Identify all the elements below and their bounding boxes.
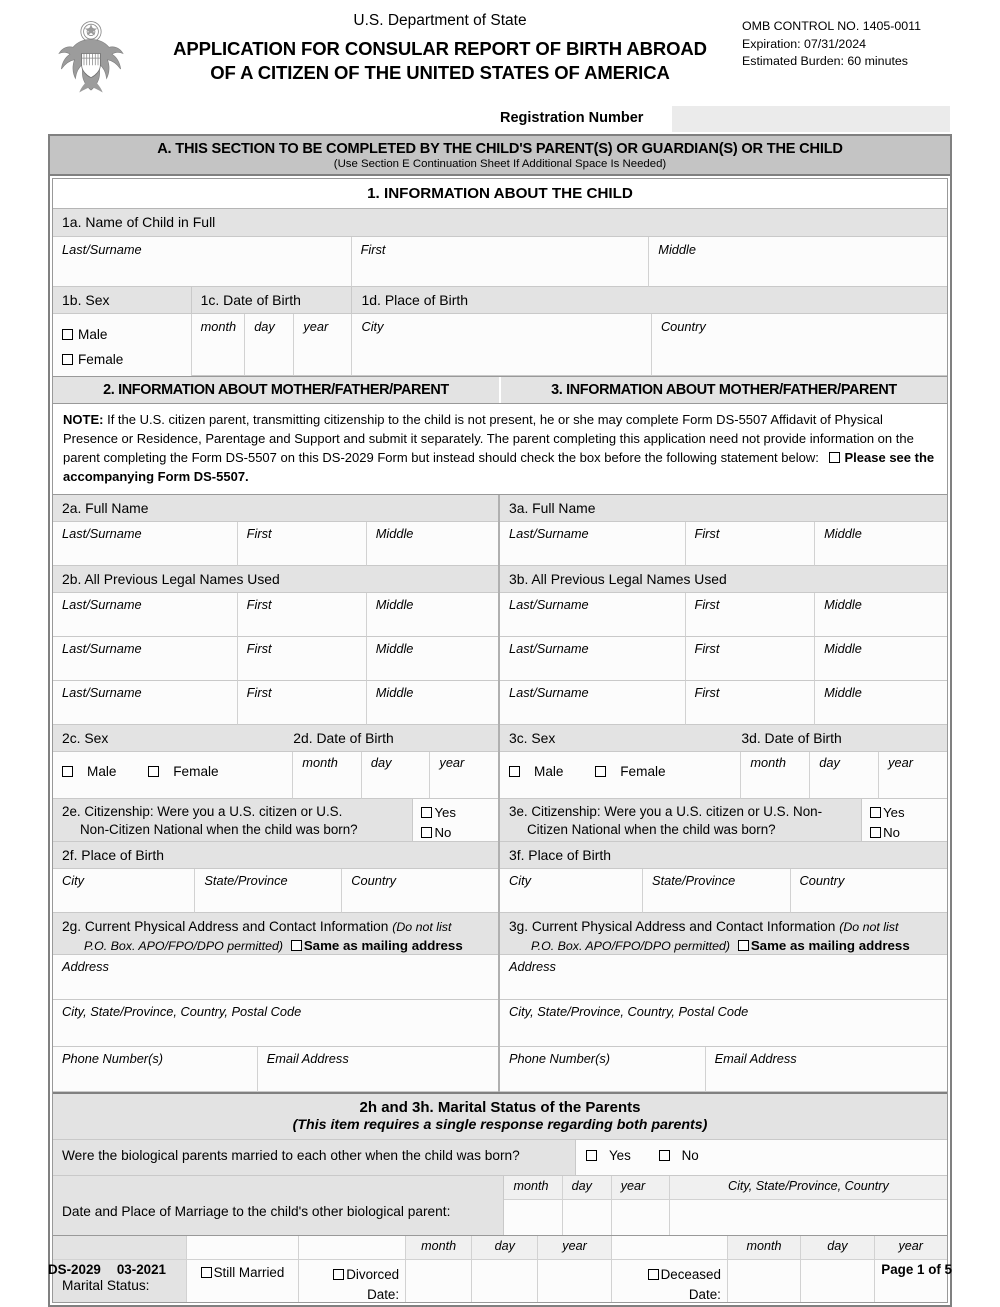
marriage-year-header: year [612, 1176, 670, 1200]
omb-info-block [742, 18, 921, 71]
section-a-title: A. THIS SECTION TO BE COMPLETED BY THE CHILD'S PARENT(S) OR GUARDIAN(S) OR THE CHILD [157, 141, 843, 157]
marital-no-option[interactable] [659, 1148, 711, 1163]
divorced-spacer [299, 1236, 406, 1260]
p3-citizenship-no-label: No [883, 825, 900, 841]
note-label: NOTE: [63, 412, 104, 427]
p2-sex-band: 2c. Sex [62, 730, 109, 747]
p2-prev3-middle-field[interactable] [367, 681, 498, 725]
p3-prev3-middle-field[interactable] [815, 681, 947, 725]
p3-prev3-first-field[interactable] [686, 681, 816, 725]
divorced-day-header: day [472, 1236, 538, 1260]
parent-2-column [53, 495, 500, 1092]
p2-same-as-mailing-label: Same as mailing address [303, 938, 463, 954]
p3-sex-male-checkbox[interactable] [509, 766, 520, 777]
p2-prev1-last-label: Last/Surname [62, 597, 142, 613]
section-3-title: 3. INFORMATION ABOUT MOTHER/FATHER/PARENT [551, 382, 897, 398]
marital-yes-option[interactable] [586, 1148, 643, 1163]
p2-dob-year-label: year [439, 755, 465, 771]
p2-prev3-first-field[interactable] [238, 681, 367, 725]
p3-sex-dob-bands [500, 725, 947, 752]
p3-same-as-mailing-label: Same as mailing address [750, 938, 910, 954]
p2-pob-city-field[interactable] [53, 869, 195, 913]
p2-full-name-band: 2a. Full Name [53, 495, 498, 522]
child-pob-country-label: Country [660, 319, 706, 334]
p2-middle-name-label: Middle [375, 526, 414, 542]
p2-phone-field[interactable] [53, 1047, 258, 1092]
p3-prev-name-row-2 [500, 637, 947, 681]
p2-address-field[interactable] [53, 955, 498, 1000]
p3-sex-female-option[interactable] [595, 764, 679, 779]
p3-address-band [500, 913, 947, 955]
p3-citizenship-yes-checkbox[interactable] [870, 807, 881, 818]
p2-citizenship-options[interactable] [413, 799, 498, 841]
p2-prev3-last-field[interactable] [53, 681, 238, 725]
p3-sex-male-label: Male [534, 764, 564, 780]
p2-last-name-label: Last/Surname [62, 526, 142, 542]
p2-prev-name-row-1 [53, 593, 498, 637]
p3-city-state-field[interactable] [500, 1000, 947, 1047]
ds5507-note [53, 404, 947, 495]
p2-address-note2: P.O. Box. APO/FPO/DPO permitted) [84, 939, 283, 954]
p3-sex-female-checkbox[interactable] [595, 766, 606, 777]
p2-sex-male-option[interactable] [62, 764, 130, 779]
p2-prev2-last-field[interactable] [53, 637, 238, 681]
child-name-fields [53, 237, 947, 287]
section-a-subtitle: (Use Section E Continuation Sheet If Additional Space Is Needed) [333, 158, 667, 170]
title-block [140, 12, 740, 86]
p2-contact-row [53, 1047, 498, 1092]
p3-pob-fields [500, 869, 947, 913]
section-a-banner [50, 136, 950, 176]
p3-pob-band: 3f. Place of Birth [500, 842, 947, 869]
p3-prev2-last-label: Last/Surname [509, 641, 589, 657]
p3-prev1-middle-field[interactable] [815, 593, 947, 637]
p2-email-field[interactable] [258, 1047, 498, 1092]
p2-sex-male-label: Male [87, 764, 117, 780]
child-dob-month-field[interactable] [192, 314, 246, 376]
p3-dob-day-field[interactable] [810, 752, 879, 799]
marital-yes-label: Yes [608, 1148, 631, 1164]
p3-dob-fields [741, 752, 947, 799]
p2-last-name-field[interactable] [53, 522, 238, 566]
p2-prev3-last-label: Last/Surname [62, 685, 142, 701]
p3-prev3-first-label: First [694, 685, 720, 701]
child-sex-female-label: Female [78, 352, 124, 368]
p2-citizenship-no-option[interactable] [421, 823, 498, 843]
still-married-spacer [187, 1236, 299, 1260]
marriage-place-field[interactable] [670, 1200, 947, 1235]
p3-prev2-middle-field[interactable] [815, 637, 947, 681]
p2-pob-state-label: State/Province [204, 873, 288, 889]
marriage-month-header: month [504, 1176, 562, 1200]
p2-pob-state-field[interactable] [195, 869, 342, 913]
p3-citizenship-question [500, 799, 862, 841]
p2-pob-country-field[interactable] [342, 869, 498, 913]
marriage-date-body-row [53, 1200, 947, 1236]
form-date: 03-2021 [116, 1262, 167, 1277]
p2-citizenship-question [53, 799, 413, 841]
marital-question-row [53, 1140, 947, 1176]
marital-question-text: Were the biological parents married to each other when the child was born? [53, 1140, 576, 1175]
child-sex-female-option[interactable] [62, 347, 191, 372]
p3-dob-month-label: month [750, 755, 786, 771]
p2-prev2-middle-field[interactable] [367, 637, 498, 681]
p3-prev1-first-label: First [694, 597, 720, 613]
p2-address-note1: (Do not list [392, 920, 452, 935]
p2-sex-dob-bands [53, 725, 498, 752]
p2-full-name-row [53, 522, 498, 566]
p2-citizenship-no-label: No [434, 825, 452, 841]
p2-prev2-middle-label: Middle [375, 641, 414, 657]
p3-citizenship-row [500, 799, 947, 842]
p2-address-band [53, 913, 498, 955]
p3-phone-field[interactable] [500, 1047, 706, 1092]
registration-number-row [0, 106, 1000, 134]
p3-middle-name-label: Middle [824, 526, 862, 542]
p3-dob-day-label: day [819, 755, 840, 771]
p3-citizenship-options[interactable] [862, 799, 947, 841]
p2-prev1-last-field[interactable] [53, 593, 238, 637]
great-seal-icon [52, 16, 130, 98]
divorced-month-header: month [406, 1236, 472, 1260]
p3-pob-city-label: City [509, 873, 532, 889]
p3-prev1-first-field[interactable] [686, 593, 816, 637]
child-sex-dob-pob-bands [53, 287, 947, 314]
form-identifier [48, 1262, 182, 1277]
deceased-year-header: year [875, 1236, 947, 1260]
marital-status-title: 2h and 3h. Marital Status of the Parents [359, 1099, 641, 1117]
marriage-label: Date and Place of Marriage to the child's other biological parent: [53, 1200, 504, 1235]
form-title-line1: APPLICATION FOR CONSULAR REPORT OF BIRTH ABROAD [173, 38, 707, 59]
marriage-day-header: day [563, 1176, 612, 1200]
p2-sex-dob-fields [53, 752, 498, 799]
child-pob-city-field[interactable] [352, 314, 651, 376]
p3-dob-band: 3d. Date of Birth [741, 730, 842, 747]
p2-prev2-last-label: Last/Surname [62, 641, 142, 657]
omb-expiration: Expiration: 07/31/2024 [742, 36, 866, 51]
p3-prev2-last-field[interactable] [500, 637, 686, 681]
page-number: Page 1 of 5 [881, 1262, 952, 1277]
p2-dob-month-label: month [302, 755, 338, 771]
p3-email-field[interactable] [706, 1047, 947, 1092]
section-2-title: 2. INFORMATION ABOUT MOTHER/FATHER/PARENT [53, 377, 501, 403]
p3-prev2-first-label: First [694, 641, 720, 657]
p3-pob-city-field[interactable] [500, 869, 643, 913]
p2-phone-label: Phone Number(s) [62, 1051, 163, 1067]
p3-address-note1: (Do not list [839, 920, 899, 935]
note-body: If the U.S. citizen parent, transmitting citizenship to the child is not present, he or she may complete Form DS-5507 Affidavit of Physical Presence or Residence, Parentage and Support and submit it separately. The parent completing this application need not provide information on the parent completing the Form DS-5507 on this DS-2029 Form but instead should check the box before the following statement below: [63, 412, 914, 465]
p3-citizenship-no-option[interactable] [870, 823, 947, 843]
child-dob-month-label: month [200, 319, 237, 334]
p3-prev-names-band: 3b. All Previous Legal Names Used [500, 566, 947, 593]
p2-sex-female-checkbox[interactable] [148, 766, 159, 777]
p2-same-as-mailing-checkbox[interactable] [291, 940, 302, 951]
child-sex-male-checkbox[interactable] [62, 329, 73, 340]
p3-dob-year-label: year [888, 755, 914, 771]
p2-citizenship-yes-option[interactable] [421, 803, 498, 823]
p2-pob-fields [53, 869, 498, 913]
parent-section-headers [53, 376, 947, 404]
deceased-label: Deceased [660, 1267, 721, 1283]
child-sex-band: 1b. Sex [53, 287, 192, 314]
p3-prev3-middle-label: Middle [824, 685, 862, 701]
p2-prev-name-row-2 [53, 637, 498, 681]
p2-middle-name-field[interactable] [367, 522, 498, 566]
p2-prev1-first-field[interactable] [238, 593, 367, 637]
p3-sex-male-option[interactable] [509, 764, 577, 779]
p2-sex-options[interactable] [53, 752, 293, 799]
child-sex-options[interactable] [53, 314, 192, 376]
p2-first-name-field[interactable] [238, 522, 367, 566]
registration-number-input[interactable] [672, 106, 950, 132]
p3-citizenship-line1: 3e. Citizenship: Were you a U.S. citizen or U.S. Non- [509, 804, 823, 820]
p3-email-label: Email Address [714, 1051, 797, 1067]
child-last-name-label: Last/Surname [62, 242, 142, 257]
child-sex-dob-pob-fields [53, 314, 947, 376]
child-middle-name-label: Middle [658, 242, 696, 257]
p2-citizenship-no-checkbox[interactable] [421, 827, 432, 838]
deceased-day-header: day [801, 1236, 874, 1260]
p2-citizenship-yes-label: Yes [434, 805, 456, 821]
p2-prev2-first-label: First [246, 641, 272, 657]
p3-same-as-mailing-checkbox[interactable] [738, 940, 749, 951]
child-dob-year-label: year [303, 319, 329, 334]
ds5507-statement: Please see the accompanying Form DS-5507. [63, 449, 935, 484]
p2-address-label: Address [62, 959, 109, 975]
child-pob-band: 1d. Place of Birth [352, 287, 947, 314]
p3-citizenship-yes-label: Yes [883, 805, 905, 821]
child-first-name-label: First [360, 242, 386, 257]
child-sex-male-label: Male [78, 327, 108, 342]
child-first-name-field[interactable] [352, 237, 650, 287]
p3-city-state-label: City, State/Province, Country, Postal Code [509, 1004, 749, 1020]
p2-dob-month-field[interactable] [293, 752, 362, 799]
p2-email-label: Email Address [266, 1051, 349, 1067]
p2-sex-female-option[interactable] [148, 764, 232, 779]
p3-contact-row [500, 1047, 947, 1092]
p2-dob-band: 2d. Date of Birth [293, 730, 394, 747]
marriage-header-spacer [53, 1176, 504, 1200]
page-footer [48, 1262, 952, 1277]
p3-prev3-last-field[interactable] [500, 681, 686, 725]
p3-prev3-last-label: Last/Surname [509, 685, 589, 701]
ds5507-checkbox[interactable] [829, 452, 840, 463]
marital-question-options[interactable] [576, 1140, 947, 1175]
still-married-label: Still Married [213, 1265, 285, 1281]
form-title-line2: OF A CITIZEN OF THE UNITED STATES OF AMERICA [210, 62, 670, 84]
p2-sex-female-label: Female [173, 764, 219, 780]
marital-status-header [53, 1092, 947, 1140]
child-dob-year-field[interactable] [294, 314, 352, 376]
omb-control-number: OMB CONTROL NO. 1405-0011 [742, 19, 922, 33]
p3-prev1-last-field[interactable] [500, 593, 686, 637]
p3-dob-year-field[interactable] [879, 752, 947, 799]
p3-pob-country-field[interactable] [791, 869, 947, 913]
marital-status-label: Marital Status: [53, 1260, 187, 1302]
marriage-date-header-row [53, 1176, 947, 1200]
marriage-month-field[interactable] [504, 1200, 562, 1235]
p2-pob-city-label: City [62, 873, 85, 889]
p3-address-note2: P.O. Box. APO/FPO/DPO permitted) [531, 939, 730, 954]
page-header [0, 0, 1000, 100]
parents-two-column [53, 495, 947, 1092]
p2-sex-male-checkbox[interactable] [62, 766, 73, 777]
p3-address-band-text: 3g. Current Physical Address and Contact Information [509, 919, 836, 935]
p3-dob-month-field[interactable] [741, 752, 810, 799]
p2-prev1-first-label: First [246, 597, 272, 613]
p3-prev2-first-field[interactable] [686, 637, 816, 681]
child-last-name-field[interactable] [53, 237, 352, 287]
p2-prev1-middle-label: Middle [375, 597, 414, 613]
child-dob-day-field[interactable] [245, 314, 294, 376]
p3-prev1-middle-label: Middle [824, 597, 862, 613]
p2-prev2-first-field[interactable] [238, 637, 367, 681]
registration-number-label: Registration Number [500, 110, 644, 126]
section-1-title: 1. INFORMATION ABOUT THE CHILD [53, 179, 947, 209]
p3-last-name-label: Last/Surname [509, 526, 589, 542]
p2-prev1-middle-field[interactable] [367, 593, 498, 637]
p3-prev2-middle-label: Middle [824, 641, 862, 657]
p2-citizenship-yes-checkbox[interactable] [421, 807, 432, 818]
divorced-year-header: year [538, 1236, 611, 1260]
p3-pob-state-label: State/Province [652, 873, 736, 889]
p3-sex-female-label: Female [620, 764, 666, 780]
p3-last-name-field[interactable] [500, 522, 686, 566]
p3-first-name-field[interactable] [686, 522, 816, 566]
omb-estimated-burden: Estimated Burden: 60 minutes [742, 54, 908, 69]
child-pob-country-field[interactable] [652, 314, 947, 376]
p3-prev-name-row-3 [500, 681, 947, 725]
marriage-day-field[interactable] [563, 1200, 612, 1235]
p2-city-state-label: City, State/Province, Country, Postal Code [62, 1004, 302, 1020]
marital-status-date-headers [53, 1236, 947, 1260]
p2-citizenship-line2: Non-Citizen National when the child was born? [80, 822, 358, 838]
child-sex-female-checkbox[interactable] [62, 354, 73, 365]
p2-dob-year-field[interactable] [430, 752, 498, 799]
p3-pob-state-field[interactable] [643, 869, 791, 913]
p2-prev-names-band: 2b. All Previous Legal Names Used [53, 566, 498, 593]
p2-pob-band: 2f. Place of Birth [53, 842, 498, 869]
p3-full-name-row [500, 522, 947, 566]
p2-pob-country-label: Country [351, 873, 397, 889]
p2-prev3-middle-label: Middle [375, 685, 414, 701]
p3-prev1-last-label: Last/Surname [509, 597, 589, 613]
deceased-month-header: month [728, 1236, 801, 1260]
marital-no-checkbox[interactable] [659, 1150, 670, 1161]
p3-address-field[interactable] [500, 955, 947, 1000]
p3-full-name-band: 3a. Full Name [500, 495, 947, 522]
status-label-spacer [53, 1236, 187, 1260]
marital-no-label: No [681, 1148, 699, 1164]
p2-city-state-field[interactable] [53, 1000, 498, 1047]
p3-sex-options[interactable] [500, 752, 741, 799]
p3-sex-dob-fields [500, 752, 947, 799]
p2-dob-fields [293, 752, 498, 799]
p2-dob-day-label: day [370, 755, 392, 771]
marital-yes-checkbox[interactable] [586, 1150, 597, 1161]
p2-prev-name-row-3 [53, 681, 498, 725]
p3-phone-label: Phone Number(s) [509, 1051, 610, 1067]
p3-first-name-label: First [694, 526, 720, 542]
p2-citizenship-line1: 2e. Citizenship: Were you a U.S. citizen or U.S. [62, 804, 343, 820]
marriage-place-header: City, State/Province, Country [670, 1176, 947, 1200]
child-dob-band: 1c. Date of Birth [192, 287, 353, 314]
p2-address-band-text: 2g. Current Physical Address and Contact Information [62, 919, 389, 935]
department-name: U.S. Department of State [353, 12, 527, 29]
child-pob-city-label: City [361, 319, 384, 334]
p3-address-label: Address [509, 959, 556, 975]
p3-prev-name-row-1 [500, 593, 947, 637]
parent-3-column [500, 495, 947, 1092]
divorced-date-label: Date: [367, 1287, 400, 1303]
p2-citizenship-row [53, 799, 498, 842]
deceased-date-label: Date: [688, 1287, 721, 1303]
p3-citizenship-yes-option[interactable] [870, 803, 947, 823]
p2-first-name-label: First [246, 526, 272, 542]
p3-middle-name-field[interactable] [815, 522, 947, 566]
child-sex-male-option[interactable] [62, 322, 191, 347]
form-number: DS-2029 [48, 1262, 101, 1277]
marriage-year-field[interactable] [612, 1200, 670, 1235]
child-middle-name-field[interactable] [649, 237, 947, 287]
p2-prev3-first-label: First [246, 685, 272, 701]
divorced-label: Divorced [346, 1267, 400, 1283]
p3-citizenship-no-checkbox[interactable] [870, 827, 881, 838]
marital-status-subtitle: (This item requires a single response regarding both parents) [292, 1117, 708, 1134]
child-name-band: 1a. Name of Child in Full [53, 209, 947, 237]
p3-citizenship-line2: Citizen National when the child was born? [527, 822, 776, 838]
p3-sex-band: 3c. Sex [509, 730, 556, 747]
child-dob-day-label: day [254, 319, 275, 334]
deceased-spacer [612, 1236, 728, 1260]
form-body [48, 134, 952, 1307]
p2-dob-day-field[interactable] [362, 752, 431, 799]
p3-pob-country-label: Country [799, 873, 845, 889]
